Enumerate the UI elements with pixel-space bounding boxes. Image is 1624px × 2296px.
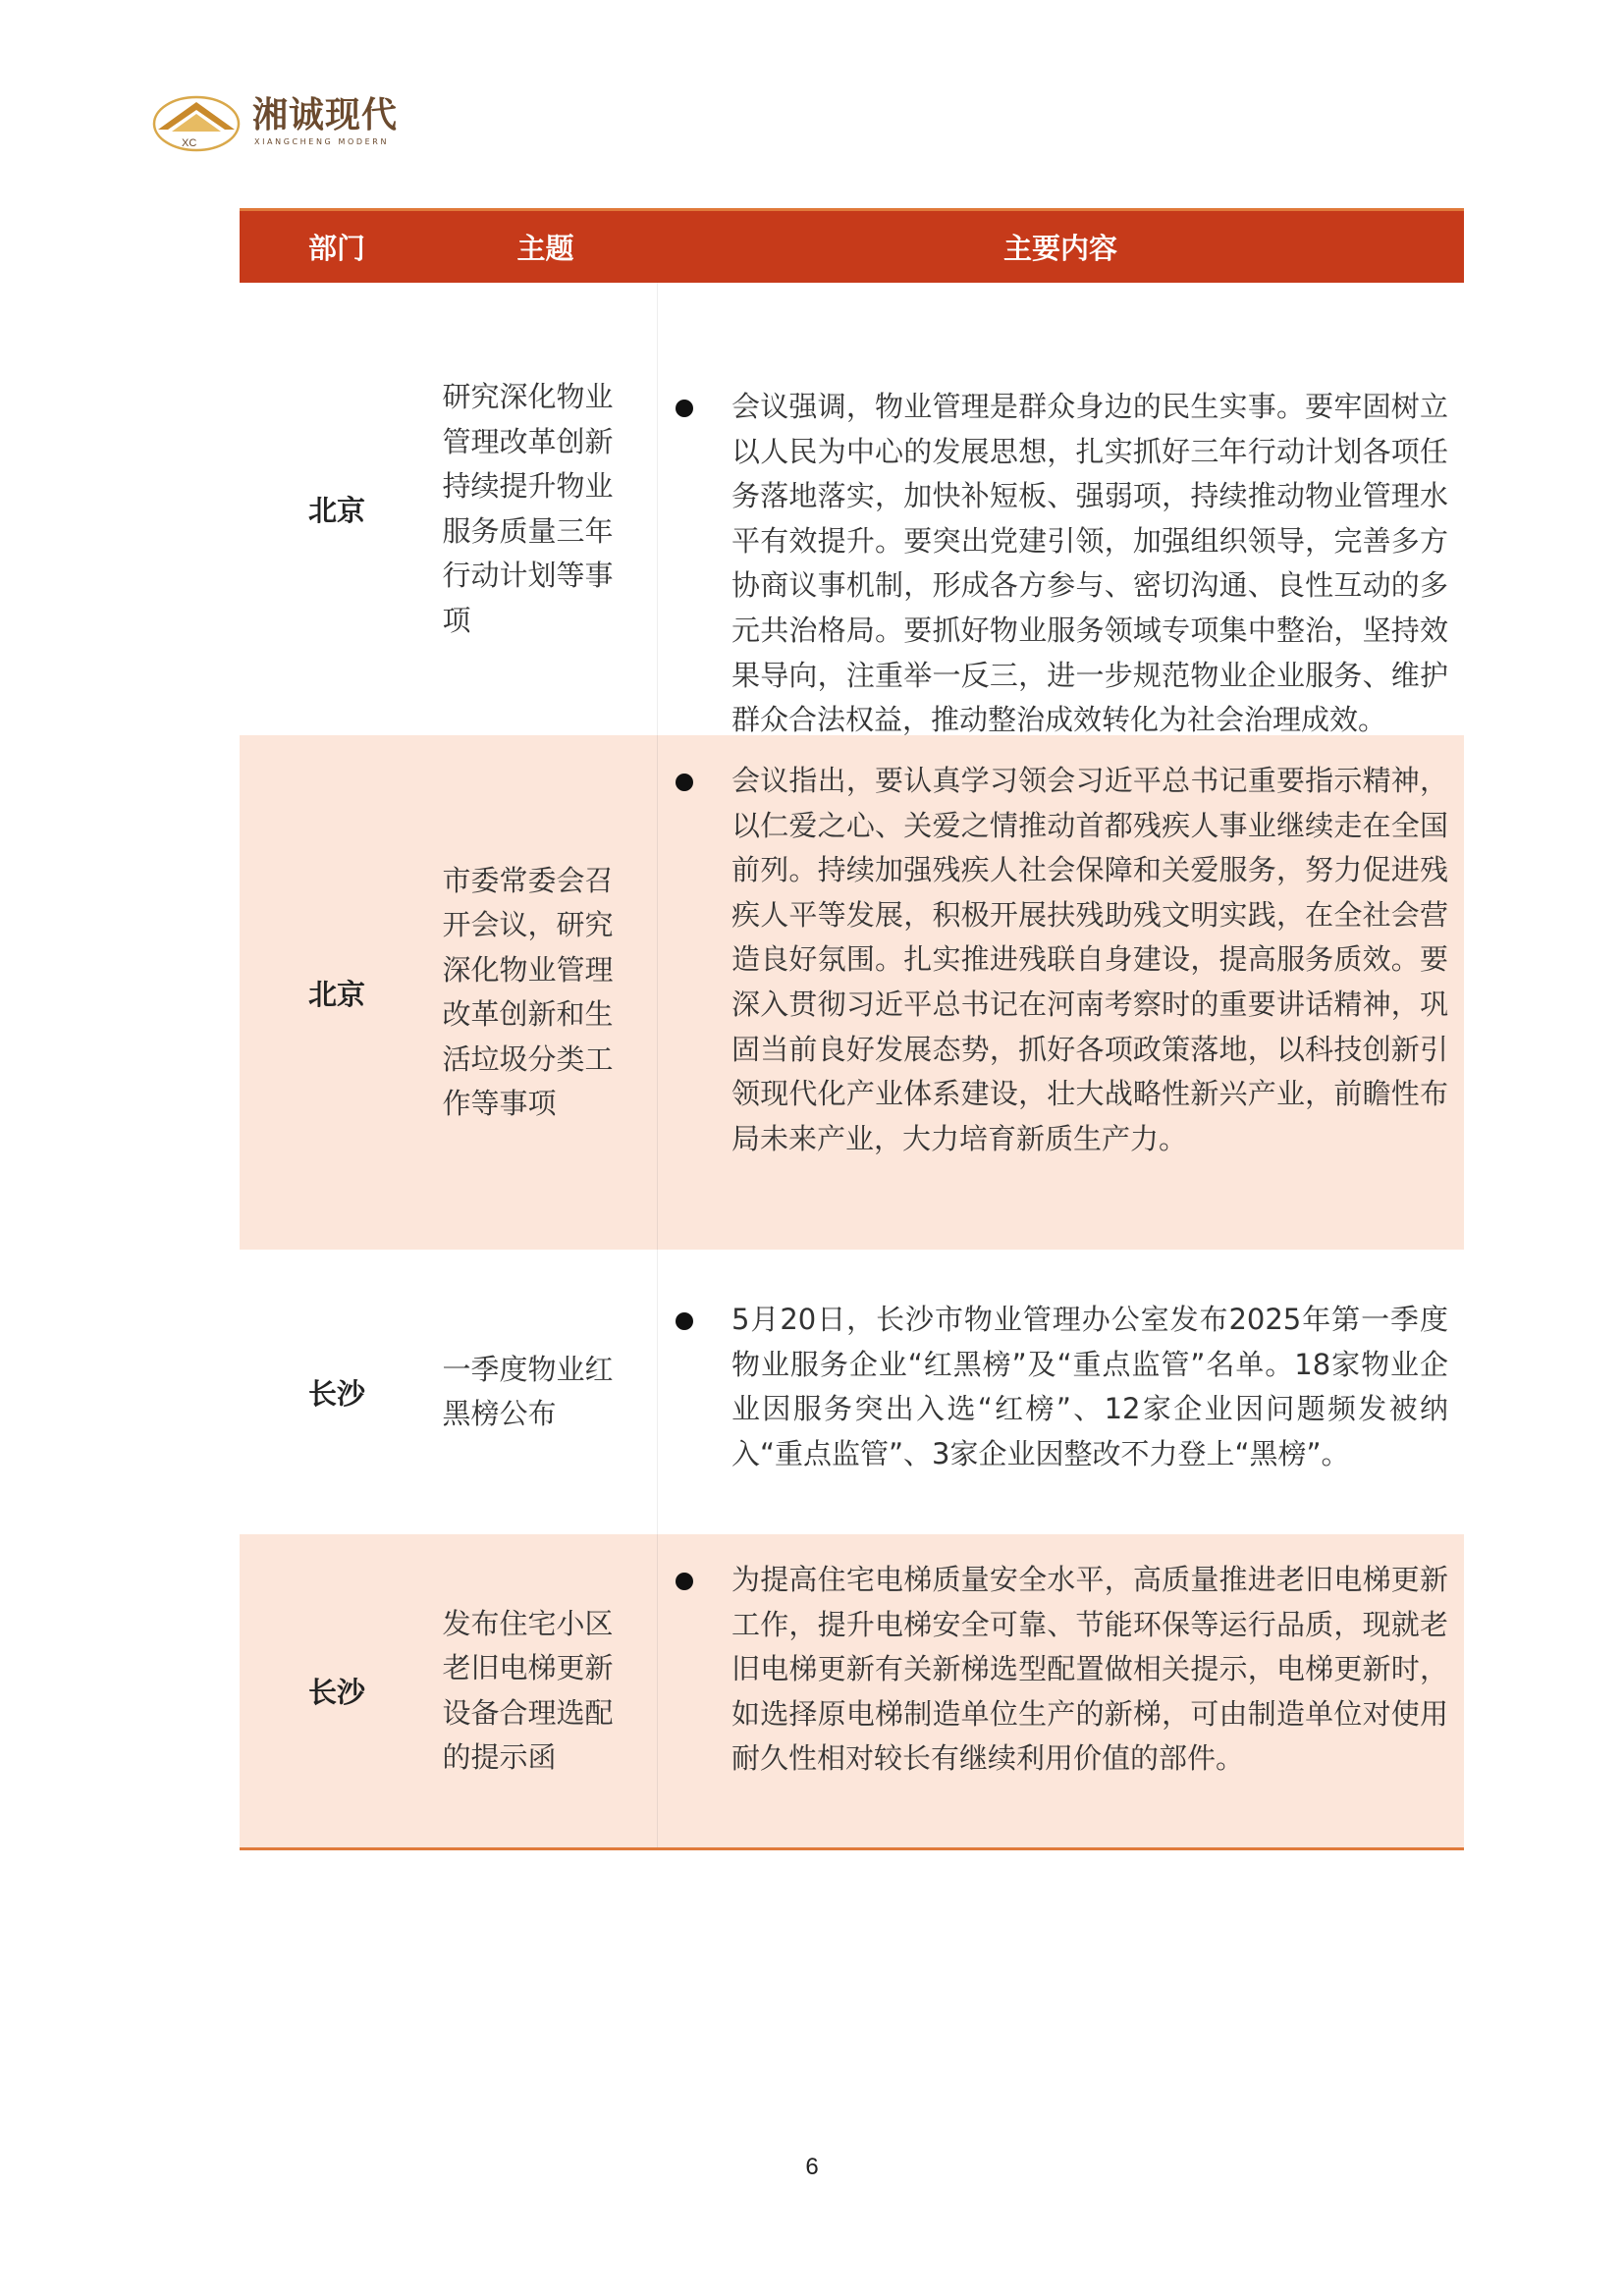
row-content: 会议强调，物业管理是群众身边的民生实事。要牢固树立以人民为中心的发展思想，扎实抓好三年行动计划各项任务落地落实，加快补短板、强弱项，持续推动物业管理水平有效提升。要突出党建引领，加强组织领导，完善多方协商议事机制，形成各方参与、密切沟通、良性互动的多元共治格局。要抓好物业服务领域专项集中整治，坚持效果导向，注重举一反三，进一步规范物业企业服务、维护群众合法权益，推动整治成效转化为社会治理成效。 bbox=[731, 390, 1448, 737]
page-number: 6 bbox=[805, 2154, 819, 2180]
table-header bbox=[240, 208, 1464, 283]
bullet-icon bbox=[676, 1312, 693, 1330]
row-topic: 一季度物业红黑榜公布 bbox=[442, 1352, 614, 1430]
row-topic-cell bbox=[434, 1534, 657, 1847]
row-dept: 长沙 bbox=[307, 1376, 365, 1411]
row-dept: 北京 bbox=[307, 494, 365, 527]
row-content-cell bbox=[657, 735, 1464, 1250]
row-content: 5月20日，长沙市物业管理办公室发布2025年第一季度物业服务企业“红黑榜”及“重点监管”名单。18家物业企业因服务突出入选“红榜”、12家企业因问题频发被纳入“重点监管”、3家企业因整改不力登上“黑榜”。 bbox=[731, 1303, 1448, 1470]
logo-subtitle: XIANGCHENG MODERN bbox=[254, 137, 390, 146]
company-logo bbox=[152, 94, 417, 153]
logo-name: 湘诚现代 bbox=[252, 95, 399, 135]
table-bottom-rule bbox=[240, 1847, 1464, 1850]
bullet-icon bbox=[676, 774, 693, 791]
row-content-cell bbox=[657, 1534, 1464, 1847]
row-topic-cell bbox=[434, 283, 657, 735]
news-table bbox=[240, 208, 1464, 1850]
row-dept: 北京 bbox=[307, 977, 365, 1011]
row-content: 会议指出，要认真学习领会习近平总书记重要指示精神，以仁爱之心、关爱之情推动首都残疾人事业继续走在全国前列。持续加强残疾人社会保障和关爱服务，努力促进残疾人平等发展，积极开展扶残助残文明实践，在全社会营造良好氛围。扎实推进残联自身建设，提高服务质效。要深入贯彻习近平总书记在河南考察时的重要讲话精神，巩固当前良好发展态势，抓好各项政策落地，以科技创新引领现代化产业体系建设，壮大战略性新兴产业，前瞻性布局未来产业，大力培育新质生产力。 bbox=[731, 764, 1448, 1155]
row-topic: 发布住宅小区老旧电梯更新设备合理选配的提示函 bbox=[442, 1606, 614, 1774]
row-content-cell bbox=[657, 283, 1464, 735]
table-row bbox=[240, 735, 1464, 1250]
row-dept: 长沙 bbox=[307, 1676, 365, 1709]
column-header-content: 主要内容 bbox=[1002, 232, 1117, 265]
row-topic: 研究深化物业管理改革创新持续提升物业服务质量三年行动计划等事项 bbox=[442, 380, 614, 637]
table-row bbox=[240, 1534, 1464, 1847]
bullet-icon bbox=[676, 400, 693, 417]
logo-monogram: XC bbox=[182, 137, 197, 149]
row-topic-cell bbox=[434, 735, 657, 1250]
row-topic: 市委常委会召开会议，研究深化物业管理改革创新和生活垃圾分类工作等事项 bbox=[442, 863, 614, 1120]
row-content: 为提高住宅电梯质量安全水平，高质量推进老旧电梯更新工作，提升电梯安全可靠、节能环保等运行品质，现就老旧电梯更新有关新梯选型配置做相关提示，电梯更新时，如选择原电梯制造单位生产的新梯，可由制造单位对使用耐久性相对较长有继续利用价值的部件。 bbox=[731, 1563, 1448, 1776]
table-row bbox=[240, 1250, 1464, 1534]
roof-mountain-logo-icon bbox=[152, 94, 241, 153]
table-row bbox=[240, 283, 1464, 735]
column-header-dept: 部门 bbox=[307, 232, 365, 265]
row-content-cell bbox=[657, 1250, 1464, 1534]
bullet-icon bbox=[676, 1573, 693, 1590]
column-header-topic: 主题 bbox=[516, 232, 574, 265]
row-topic-cell bbox=[434, 1250, 657, 1534]
